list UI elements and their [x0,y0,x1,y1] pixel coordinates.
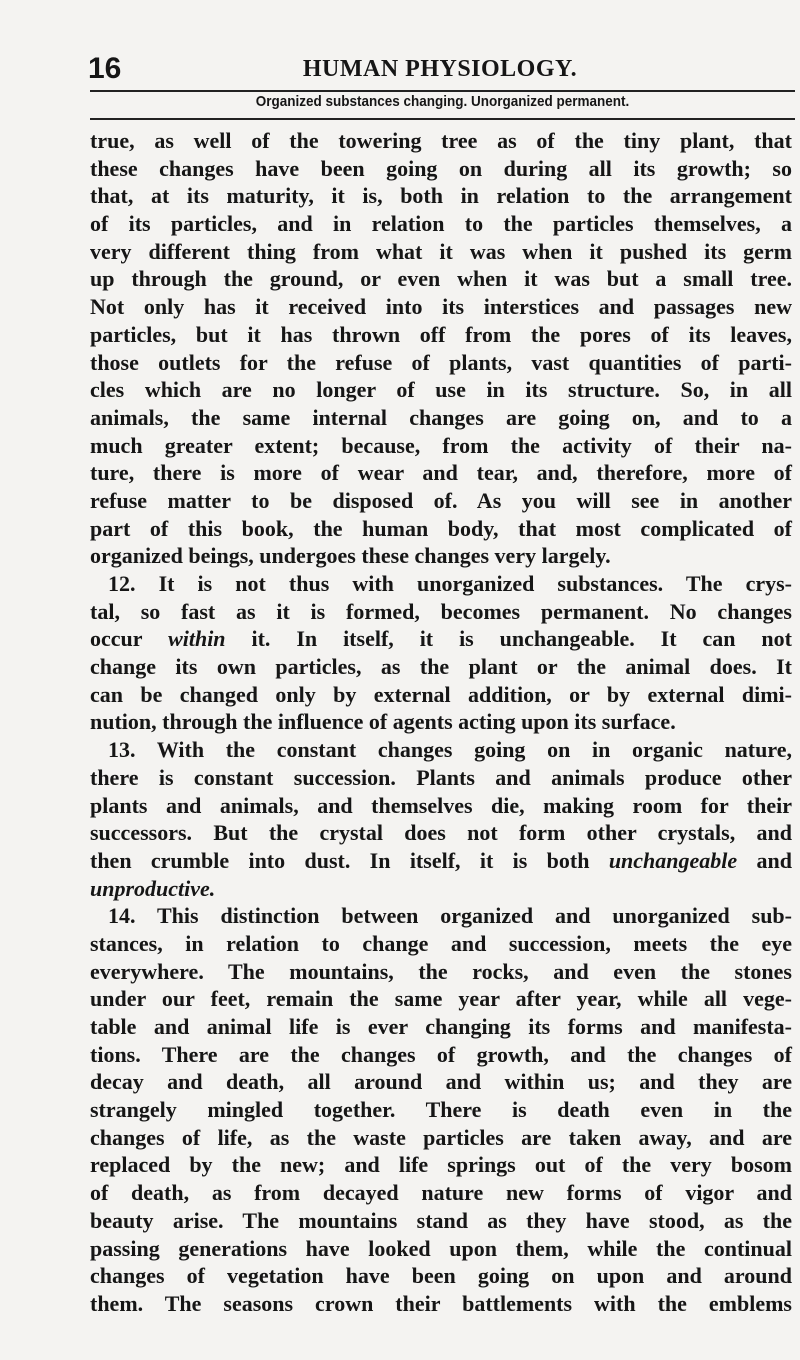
text-line: change its own particles, as the plant or the animal does. It [90,654,792,680]
header-rule-top [90,90,795,92]
text-line: cles which are no longer of use in its structure. So, in all [90,377,792,403]
text-line: very different thing from what it was when it pushed its germ [90,238,792,264]
text-line: ture, there is more of wear and tear, and, therefore, more of [90,460,792,486]
text-line: changes of vegetation have been going on upon and around [90,1263,792,1289]
text-line: organized beings, undergoes these changes very largely. [90,543,611,569]
text-line: part of this book, the human body, that most complicated of [90,515,792,541]
text-line: beauty arise. The mountains stand as they have stood, as the [90,1207,792,1233]
text-line: 12. It is not thus with unorganized substances. The crys- [108,571,792,596]
text-line: Not only has it received into its interstices and passages new [90,294,792,320]
text-line: of death, as from decayed nature new forms of vigor and [90,1180,792,1206]
text-line: animals, the same internal changes are going on, and to a [90,404,792,430]
text-line: there is constant succession. Plants and animals produce other [90,764,792,790]
text-line: passing generations have looked upon them, while the continual [90,1235,792,1261]
text-line: table and animal life is ever changing its forms and manifesta- [90,1014,792,1039]
text-line [90,625,792,653]
body-text [90,127,792,1318]
text-line: under our feet, remain the same year after year, while all vege- [90,986,792,1012]
text-line [90,847,792,875]
text-line: stances, in relation to change and succession, meets the eye [90,930,792,956]
text-line: tal, so fast as it is formed, becomes permanent. No changes [90,598,792,624]
text-line: everywhere. The mountains, the rocks, and even the stones [90,958,792,984]
text-line: plants and animals, and themselves die, making room for their [90,792,792,818]
text-segment: then crumble into dust. In itself, it is both [90,847,609,873]
text-line: particles, but it has thrown off from the pores of its leaves, [90,321,792,347]
italic-emphasis: unproductive. [90,875,216,901]
text-line: successors. But the crystal does not form other crystals, and [90,820,792,846]
italic-emphasis: unchangeable [608,847,738,873]
section-subheading: Organized substances changing. Unorganized permanent. [255,93,630,110]
text-line: decay and death, all around and within us; and they are [90,1069,792,1095]
text-line: them. The seasons crown their battlements with the emblems [90,1290,792,1316]
text-line: much greater extent; because, from the activity of their na- [90,432,792,458]
header-rule-bottom [90,118,795,120]
text-segment: it. In itself, it is unchangeable. It can not [225,626,792,652]
text-segment: and [737,847,792,873]
text-line: those outlets for the refuse of plants, vast quantities of parti- [90,349,792,375]
text-line: strangely mingled together. There is death even in the [90,1097,792,1123]
text-line: true, as well of the towering tree as of the tiny plant, that [90,128,792,153]
text-line [90,875,792,903]
text-line: tions. There are the changes of growth, and the changes of [90,1041,792,1067]
text-line: of its particles, and in relation to the particles themselves, a [90,211,792,237]
text-segment: occur [90,626,169,652]
text-line: 14. This distinction between organized and unorganized sub- [108,903,792,929]
italic-emphasis: within [168,626,226,652]
text-line: up through the ground, or even when it was but a small tree. [90,266,792,292]
text-line: can be changed only by external addition, or by external dimi- [90,681,792,707]
running-title: HUMAN PHYSIOLOGY. [302,56,578,82]
text-line: 13. With the constant changes going on in organic nature, [108,737,792,763]
text-line: changes of life, as the waste particles are taken away, and are [90,1124,792,1150]
text-line: refuse matter to be disposed of. As you will see in another [90,487,792,513]
page-number: 16 [88,52,122,85]
text-line: nution, through the influence of agents acting upon its surface. [90,709,676,735]
text-line: these changes have been going on during all its growth; so [90,155,792,181]
text-line: replaced by the new; and life springs out of the very bosom [90,1152,792,1178]
text-line: that, at its maturity, it is, both in relation to the arrangement [90,183,792,209]
